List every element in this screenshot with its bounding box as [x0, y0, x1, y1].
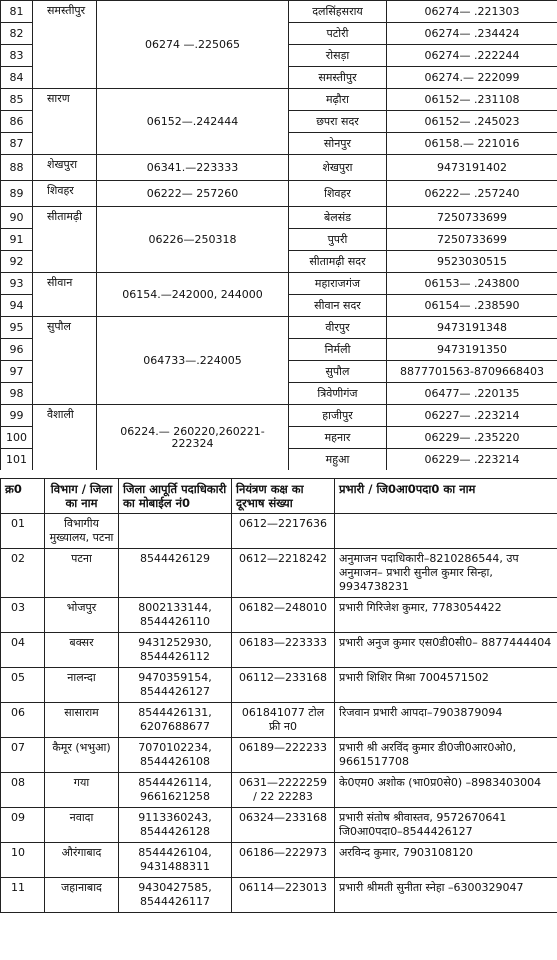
district-phone: 06154.—242000, 244000	[97, 273, 289, 317]
subdivision-phone: 8877701563-8709668403	[387, 361, 557, 383]
row-number: 100	[1, 427, 33, 449]
table-row	[1, 773, 557, 808]
incharge-name	[335, 514, 557, 549]
district-phone: 06341.—223333	[97, 155, 289, 181]
subdivision-name: पटोरी	[289, 23, 387, 45]
subdivision-name: सोनपुर	[289, 133, 387, 155]
subdivision-name: महाराजगंज	[289, 273, 387, 295]
control-room-phone: 06183—223333	[232, 633, 335, 668]
incharge-name: अनुमाजन पदाधिकारी–8210286544, उप अनुमाजन– प्रभारी सुनील कुमार सिन्हा, 9934738231	[335, 549, 557, 598]
subdivision-phone: 9473191350	[387, 339, 557, 361]
district-name: औरंगाबाद	[45, 843, 119, 878]
district-name: सासाराम	[45, 703, 119, 738]
row-number: 83	[1, 45, 33, 67]
row-number: 86	[1, 111, 33, 133]
serial-number: 09	[1, 808, 45, 843]
table-row	[1, 405, 557, 427]
district-name: सीवान	[33, 273, 97, 317]
subdivision-phone: 9473191402	[387, 155, 557, 181]
row-number: 101	[1, 449, 33, 471]
district-name: शेखपुरा	[33, 155, 97, 181]
table-row	[1, 273, 557, 295]
subdivision-phone: 06152— .231108	[387, 89, 557, 111]
table-row	[1, 89, 557, 111]
row-number: 94	[1, 295, 33, 317]
supply-officer-mobile	[119, 514, 232, 549]
subdivision-name: रोसड़ा	[289, 45, 387, 67]
subdivision-phone: 06274.— 222099	[387, 67, 557, 89]
supply-officer-mobile: 9113360243, 8544426128	[119, 808, 232, 843]
subdivision-phone: 06229— .235220	[387, 427, 557, 449]
serial-number: 03	[1, 598, 45, 633]
row-number: 89	[1, 181, 33, 207]
control-room-phone: 06189—222233	[232, 738, 335, 773]
row-number: 88	[1, 155, 33, 181]
district-name: जहानाबाद	[45, 878, 119, 913]
incharge-name: अरविन्द कुमार, 7903108120	[335, 843, 557, 878]
district-name: गया	[45, 773, 119, 808]
subdivision-phone: 06274— .234424	[387, 23, 557, 45]
control-room-phone: 0612—2218242	[232, 549, 335, 598]
incharge-name: प्रभारी श्रीमती सुनीता स्नेहा –6300329047	[335, 878, 557, 913]
district-phone: 06226—250318	[97, 207, 289, 273]
subdivision-phone: 06158.— 221016	[387, 133, 557, 155]
district-name: नवादा	[45, 808, 119, 843]
incharge-name: के0एम0 अशोक (भा0प्र0से0) –8983403004	[335, 773, 557, 808]
subdivision-phone: 06152— .245023	[387, 111, 557, 133]
subdivision-name: महनार	[289, 427, 387, 449]
district-name: विभागीय मुख्यालय, पटना	[45, 514, 119, 549]
subdivision-name: छपरा सदर	[289, 111, 387, 133]
district-name: वैशाली	[33, 405, 97, 471]
district-phone: 064733—.224005	[97, 317, 289, 405]
row-number: 97	[1, 361, 33, 383]
control-room-phone: 06324—233168	[232, 808, 335, 843]
header-incharge: प्रभारी / जि0आ0पदा0 का नाम	[335, 479, 557, 514]
control-room-phone: 06112—233168	[232, 668, 335, 703]
table-row	[1, 514, 557, 549]
incharge-name: रिजवान प्रभारी आपदा–7903879094	[335, 703, 557, 738]
subdivision-name: मढ़ौरा	[289, 89, 387, 111]
subdivision-name: दलसिंहसराय	[289, 1, 387, 23]
subdivision-name: बेलसंड	[289, 207, 387, 229]
table-row	[1, 703, 557, 738]
district-name: शिवहर	[33, 181, 97, 207]
header-mobile: जिला आपूर्ति पदाधिकारी का मोबाईल नं0	[119, 479, 232, 514]
subdivision-phone: 06154— .238590	[387, 295, 557, 317]
subdivision-phone: 06274— .222244	[387, 45, 557, 67]
subdivision-phone: 06274— .221303	[387, 1, 557, 23]
serial-number: 11	[1, 878, 45, 913]
serial-number: 01	[1, 514, 45, 549]
table-row	[1, 549, 557, 598]
subdivision-phone: 7250733699	[387, 229, 557, 251]
table-row	[1, 155, 557, 181]
supply-officer-mobile: 8544426131, 6207688677	[119, 703, 232, 738]
row-number: 93	[1, 273, 33, 295]
supply-officer-mobile: 9430427585, 8544426117	[119, 878, 232, 913]
row-number: 91	[1, 229, 33, 251]
header-district: विभाग / जिला का नाम	[45, 479, 119, 514]
table-row	[1, 207, 557, 229]
district-name: पटना	[45, 549, 119, 598]
subdivision-name: हाजीपुर	[289, 405, 387, 427]
serial-number: 06	[1, 703, 45, 738]
subdivision-name: शेखपुरा	[289, 155, 387, 181]
row-number: 95	[1, 317, 33, 339]
table-row	[1, 181, 557, 207]
district-name: सीतामढ़ी	[33, 207, 97, 273]
row-number: 98	[1, 383, 33, 405]
table-row	[1, 878, 557, 913]
row-number: 84	[1, 67, 33, 89]
row-number: 81	[1, 1, 33, 23]
district-name: सुपौल	[33, 317, 97, 405]
row-number: 92	[1, 251, 33, 273]
table-row	[1, 633, 557, 668]
header-serial: क्र0	[1, 479, 45, 514]
row-number: 90	[1, 207, 33, 229]
district-name: कैमूर (भभुआ)	[45, 738, 119, 773]
incharge-name: प्रभारी संतोष श्रीवास्तव, 9572670641 जि0आ0पदा0–8544426127	[335, 808, 557, 843]
district-phone: 06222— 257260	[97, 181, 289, 207]
supply-officer-mobile: 7070102234, 8544426108	[119, 738, 232, 773]
subdivision-name: त्रिवेणीगंज	[289, 383, 387, 405]
control-room-phone: 0612—2217636	[232, 514, 335, 549]
control-room-phone: 06114—223013	[232, 878, 335, 913]
subdivision-phone: 06153— .243800	[387, 273, 557, 295]
supply-officer-mobile: 8544426104, 9431488311	[119, 843, 232, 878]
subdivision-phone: 06477— .220135	[387, 383, 557, 405]
table-row	[1, 808, 557, 843]
row-number: 96	[1, 339, 33, 361]
control-room-phone: 06182—248010	[232, 598, 335, 633]
table-row	[1, 598, 557, 633]
subdivision-phone: 06227— .223214	[387, 405, 557, 427]
serial-number: 07	[1, 738, 45, 773]
header-control-room: नियंत्रण कक्ष का दूरभाष संख्या	[232, 479, 335, 514]
incharge-name: प्रभारी शिशिर मिश्रा 7004571502	[335, 668, 557, 703]
district-name: नालन्दा	[45, 668, 119, 703]
control-room-phone: 061841077 टोल फ्री न0	[232, 703, 335, 738]
serial-number: 02	[1, 549, 45, 598]
subdivision-name: पुपरी	[289, 229, 387, 251]
upper-subdivision-table	[0, 0, 557, 471]
row-number: 99	[1, 405, 33, 427]
subdivision-name: महुआ	[289, 449, 387, 471]
row-number: 87	[1, 133, 33, 155]
supply-officer-mobile: 9431252930, 8544426112	[119, 633, 232, 668]
table-row	[1, 843, 557, 878]
table-row	[1, 1, 557, 23]
subdivision-name: वीरपुर	[289, 317, 387, 339]
subdivision-name: शिवहर	[289, 181, 387, 207]
district-phone: 06224.— 260220,260221-222324	[97, 405, 289, 471]
district-name: सारण	[33, 89, 97, 155]
serial-number: 10	[1, 843, 45, 878]
supply-officer-mobile: 8544426129	[119, 549, 232, 598]
incharge-name: प्रभारी श्री अरविंद कुमार डी0जी0आर0ओ0, 9661517708	[335, 738, 557, 773]
subdivision-name: समस्तीपुर	[289, 67, 387, 89]
row-number: 82	[1, 23, 33, 45]
control-room-phone: 0631—2222259 / 22 22283	[232, 773, 335, 808]
header-row	[1, 479, 557, 514]
district-name: भोजपुर	[45, 598, 119, 633]
subdivision-name: निर्मली	[289, 339, 387, 361]
subdivision-phone: 7250733699	[387, 207, 557, 229]
serial-number: 04	[1, 633, 45, 668]
table-row	[1, 668, 557, 703]
district-contact-table	[0, 478, 557, 913]
supply-officer-mobile: 8544426114, 9661621258	[119, 773, 232, 808]
subdivision-phone: 9523030515	[387, 251, 557, 273]
subdivision-name: सीतामढ़ी सदर	[289, 251, 387, 273]
subdivision-name: सुपौल	[289, 361, 387, 383]
district-name: समस्तीपुर	[33, 1, 97, 89]
table-row	[1, 317, 557, 339]
subdivision-phone: 9473191348	[387, 317, 557, 339]
row-number: 85	[1, 89, 33, 111]
table-row	[1, 738, 557, 773]
serial-number: 08	[1, 773, 45, 808]
subdivision-phone: 06229— .223214	[387, 449, 557, 471]
district-phone: 06274 —.225065	[97, 1, 289, 89]
subdivision-name: सीवान सदर	[289, 295, 387, 317]
serial-number: 05	[1, 668, 45, 703]
control-room-phone: 06186—222973	[232, 843, 335, 878]
incharge-name: प्रभारी अनुज कुमार एस0डी0सी0– 8877444404	[335, 633, 557, 668]
district-phone: 06152—.242444	[97, 89, 289, 155]
incharge-name: प्रभारी गिरिजेश कुमार, 7783054422	[335, 598, 557, 633]
supply-officer-mobile: 9470359154, 8544426127	[119, 668, 232, 703]
district-name: बक्सर	[45, 633, 119, 668]
supply-officer-mobile: 8002133144, 8544426110	[119, 598, 232, 633]
subdivision-phone: 06222— .257240	[387, 181, 557, 207]
